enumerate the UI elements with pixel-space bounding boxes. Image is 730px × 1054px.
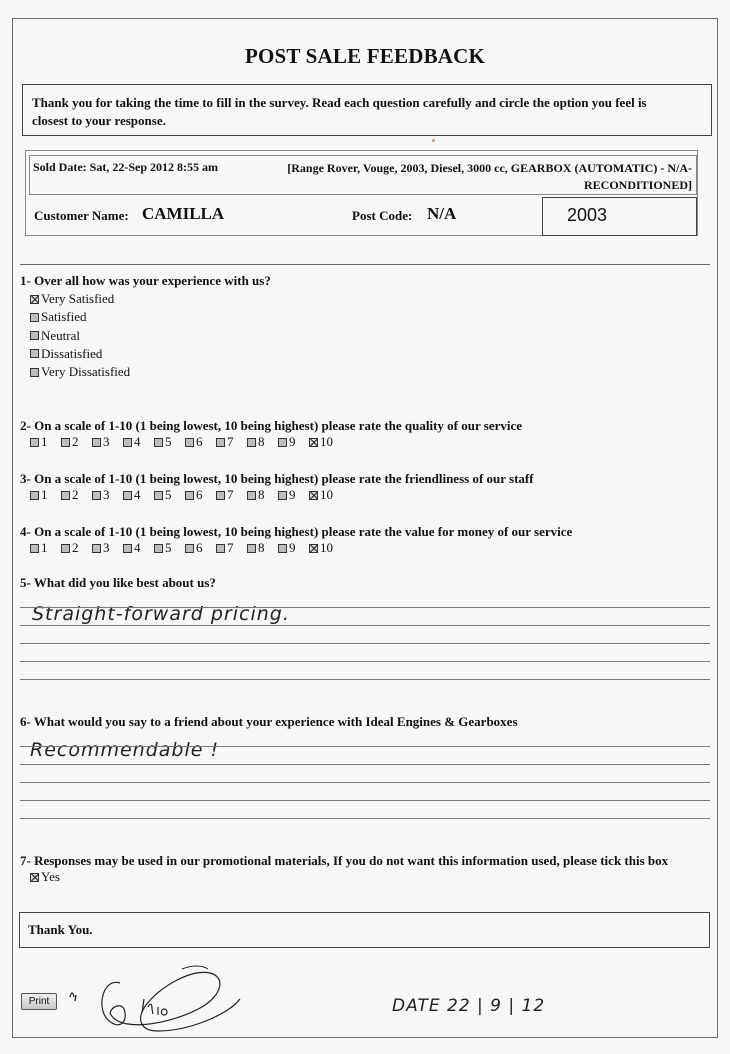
scale-label: 6	[196, 540, 203, 555]
scale-checkbox[interactable]	[123, 438, 132, 447]
scale-checkbox[interactable]	[123, 544, 132, 553]
scale-checkbox[interactable]	[92, 438, 101, 447]
section-divider	[20, 264, 710, 265]
scale-label: 4	[134, 487, 141, 502]
scale-option-3[interactable]	[92, 487, 123, 503]
scale-label: 6	[196, 434, 203, 449]
scale-option-2[interactable]	[61, 434, 92, 450]
scale-label: 6	[196, 487, 203, 502]
scale-checkbox[interactable]	[92, 544, 101, 553]
question-1-label: 1- Over all how was your experience with us?	[20, 273, 271, 288]
scale-checkbox[interactable]	[216, 544, 225, 553]
scale-option-4[interactable]	[123, 487, 154, 503]
scale-option-4[interactable]	[123, 540, 154, 556]
scale-label: 3	[103, 487, 110, 502]
scale-label: 1	[41, 434, 48, 449]
scale-label: 8	[258, 434, 265, 449]
scale-option-8[interactable]	[247, 434, 278, 450]
yes-label: Yes	[41, 869, 60, 884]
question-6-answer: Recommendable !	[30, 739, 220, 761]
scale-label: 3	[103, 434, 110, 449]
question-1-option[interactable]	[30, 309, 87, 325]
scale-option-10[interactable]	[309, 540, 340, 556]
scale-checkbox[interactable]	[309, 544, 318, 553]
question-7-label: 7- Responses may be used in our promotional materials, If you do not want this information used, please tick this box	[20, 853, 669, 868]
scale-label: 9	[289, 487, 296, 502]
scale-option-3[interactable]	[92, 540, 123, 556]
scale-label: 7	[227, 434, 234, 449]
scale-label: 5	[165, 540, 172, 555]
vehicle-line-2: RECONDITIONED]	[583, 178, 692, 192]
scale-checkbox[interactable]	[216, 438, 225, 447]
scale-checkbox[interactable]	[247, 491, 256, 500]
scale-checkbox[interactable]	[216, 491, 225, 500]
answer-line	[20, 746, 710, 747]
scale-option-7[interactable]	[216, 540, 247, 556]
option-checkbox[interactable]	[30, 295, 39, 304]
scale-checkbox[interactable]	[247, 544, 256, 553]
scale-checkbox[interactable]	[61, 438, 70, 447]
scale-checkbox[interactable]	[123, 491, 132, 500]
postcode-label: Post Code:	[352, 208, 413, 223]
scale-label: 8	[258, 487, 265, 502]
option-label: Neutral	[41, 327, 80, 343]
option-checkbox[interactable]	[30, 331, 39, 340]
scale-option-1[interactable]	[30, 487, 61, 503]
thank-you-box	[19, 912, 710, 948]
intro-line-1: Thank you for taking the time to fill in the survey. Read each question carefully and circle the option you feel is	[32, 95, 647, 110]
scale-label: 10	[320, 434, 333, 449]
question-2-label: 2- On a scale of 1-10 (1 being lowest, 10 being highest) please rate the quality of our service	[20, 418, 523, 433]
scale-checkbox[interactable]	[185, 544, 194, 553]
scale-option-8[interactable]	[247, 540, 278, 556]
question-7-option-yes[interactable]	[30, 869, 60, 885]
scale-label: 1	[41, 540, 48, 555]
answer-line	[20, 661, 710, 662]
scale-option-9[interactable]	[278, 487, 309, 503]
scale-option-8[interactable]	[247, 487, 278, 503]
scale-checkbox[interactable]	[185, 491, 194, 500]
scale-checkbox[interactable]	[247, 438, 256, 447]
option-checkbox[interactable]	[30, 313, 39, 322]
scale-label: 7	[227, 487, 234, 502]
scale-label: 10	[320, 487, 333, 502]
vehicle-line-1: [Range Rover, Vouge, 2003, Diesel, 3000 cc, GEARBOX (AUTOMATIC) - N/A-	[287, 161, 692, 175]
scale-option-6[interactable]	[185, 434, 216, 450]
answer-line	[20, 607, 710, 608]
scale-option-5[interactable]	[154, 434, 185, 450]
option-checkbox[interactable]	[30, 349, 39, 358]
scale-checkbox[interactable]	[61, 544, 70, 553]
ink-dot	[432, 139, 435, 142]
form-title: POST SALE FEEDBACK	[244, 44, 486, 68]
scale-option-10[interactable]	[309, 434, 340, 450]
print-button[interactable]: Print	[21, 993, 57, 1010]
scale-option-6[interactable]	[185, 487, 216, 503]
scale-option-7[interactable]	[216, 487, 247, 503]
question-4-scale	[30, 540, 340, 556]
scale-checkbox[interactable]	[185, 438, 194, 447]
signature	[62, 955, 252, 1035]
answer-line	[20, 643, 710, 644]
scale-checkbox[interactable]	[154, 491, 163, 500]
scale-label: 5	[165, 487, 172, 502]
scale-checkbox[interactable]	[30, 438, 39, 447]
scale-checkbox[interactable]	[154, 438, 163, 447]
thank-you-text: Thank You.	[28, 922, 93, 937]
answer-line	[20, 800, 710, 801]
scale-label: 9	[289, 434, 296, 449]
year-field	[542, 197, 697, 236]
scale-checkbox[interactable]	[278, 438, 287, 447]
scale-checkbox[interactable]	[92, 491, 101, 500]
scale-option-3[interactable]	[92, 434, 123, 450]
scale-label: 8	[258, 540, 265, 555]
yes-checkbox[interactable]	[30, 873, 39, 882]
scale-option-6[interactable]	[185, 540, 216, 556]
vehicle-description	[270, 160, 692, 194]
scale-option-1[interactable]	[30, 434, 61, 450]
scale-label: 5	[165, 434, 172, 449]
scale-checkbox[interactable]	[154, 544, 163, 553]
scale-label: 2	[72, 487, 79, 502]
scale-checkbox[interactable]	[30, 544, 39, 553]
scale-option-2[interactable]	[61, 487, 92, 503]
question-1-option[interactable]	[30, 346, 102, 362]
scale-option-5[interactable]	[154, 540, 185, 556]
answer-line	[20, 625, 710, 626]
question-1-option[interactable]	[30, 291, 114, 307]
option-label: Very Dissatisfied	[41, 364, 131, 380]
question-5-label: 5- What did you like best about us?	[20, 575, 216, 590]
question-1-option[interactable]	[30, 328, 80, 344]
scale-checkbox[interactable]	[30, 491, 39, 500]
option-label: Dissatisfied	[41, 345, 103, 361]
answer-line	[20, 782, 710, 783]
sold-date: Sold Date: Sat, 22-Sep 2012 8:55 am	[33, 160, 218, 174]
question-6-label: 6- What would you say to a friend about your experience with Ideal Engines & Gearboxes	[20, 714, 518, 729]
scale-option-4[interactable]	[123, 434, 154, 450]
question-1-option[interactable]	[30, 364, 130, 380]
scale-label: 10	[320, 540, 333, 555]
scale-checkbox[interactable]	[309, 438, 318, 447]
scale-option-1[interactable]	[30, 540, 61, 556]
postcode-value: N/A	[427, 204, 457, 223]
scale-label: 9	[289, 540, 296, 555]
option-label: Very Satisfied	[41, 291, 115, 306]
scale-label: 4	[134, 540, 141, 555]
scale-option-2[interactable]	[61, 540, 92, 556]
scale-option-7[interactable]	[216, 434, 247, 450]
scale-checkbox[interactable]	[61, 491, 70, 500]
scale-label: 4	[134, 434, 141, 449]
question-2-scale	[30, 434, 340, 450]
answer-line	[20, 818, 710, 819]
answer-line	[20, 679, 710, 680]
scale-label: 2	[72, 540, 79, 555]
scale-label: 2	[72, 434, 79, 449]
scale-checkbox[interactable]	[278, 544, 287, 553]
intro-line-2: closest to your response.	[32, 113, 166, 128]
scale-label: 1	[41, 487, 48, 502]
option-label: Satisfied	[41, 309, 87, 325]
question-3-label: 3- On a scale of 1-10 (1 being lowest, 10 being highest) please rate the friendliness of our staff	[20, 471, 534, 486]
scale-option-9[interactable]	[278, 434, 309, 450]
option-checkbox[interactable]	[30, 368, 39, 377]
answer-line	[20, 764, 710, 765]
scale-label: 3	[103, 540, 110, 555]
customer-name-value: CAMILLA	[142, 204, 225, 223]
customer-name-label: Customer Name:	[34, 208, 129, 223]
scale-option-10[interactable]	[309, 487, 340, 503]
scale-checkbox[interactable]	[278, 491, 287, 500]
handwritten-date: DATE 22 | 9 | 12	[392, 996, 546, 1016]
question-3-scale	[30, 487, 340, 503]
scale-option-9[interactable]	[278, 540, 309, 556]
scale-label: 7	[227, 540, 234, 555]
intro-box	[22, 84, 712, 136]
scale-option-5[interactable]	[154, 487, 185, 503]
scale-checkbox[interactable]	[309, 491, 318, 500]
question-5-answer: Straight-forward pricing.	[32, 603, 290, 625]
year-value: 2003	[567, 205, 608, 225]
question-4-label: 4- On a scale of 1-10 (1 being lowest, 10 being highest) please rate the value for money of our service	[20, 524, 573, 539]
